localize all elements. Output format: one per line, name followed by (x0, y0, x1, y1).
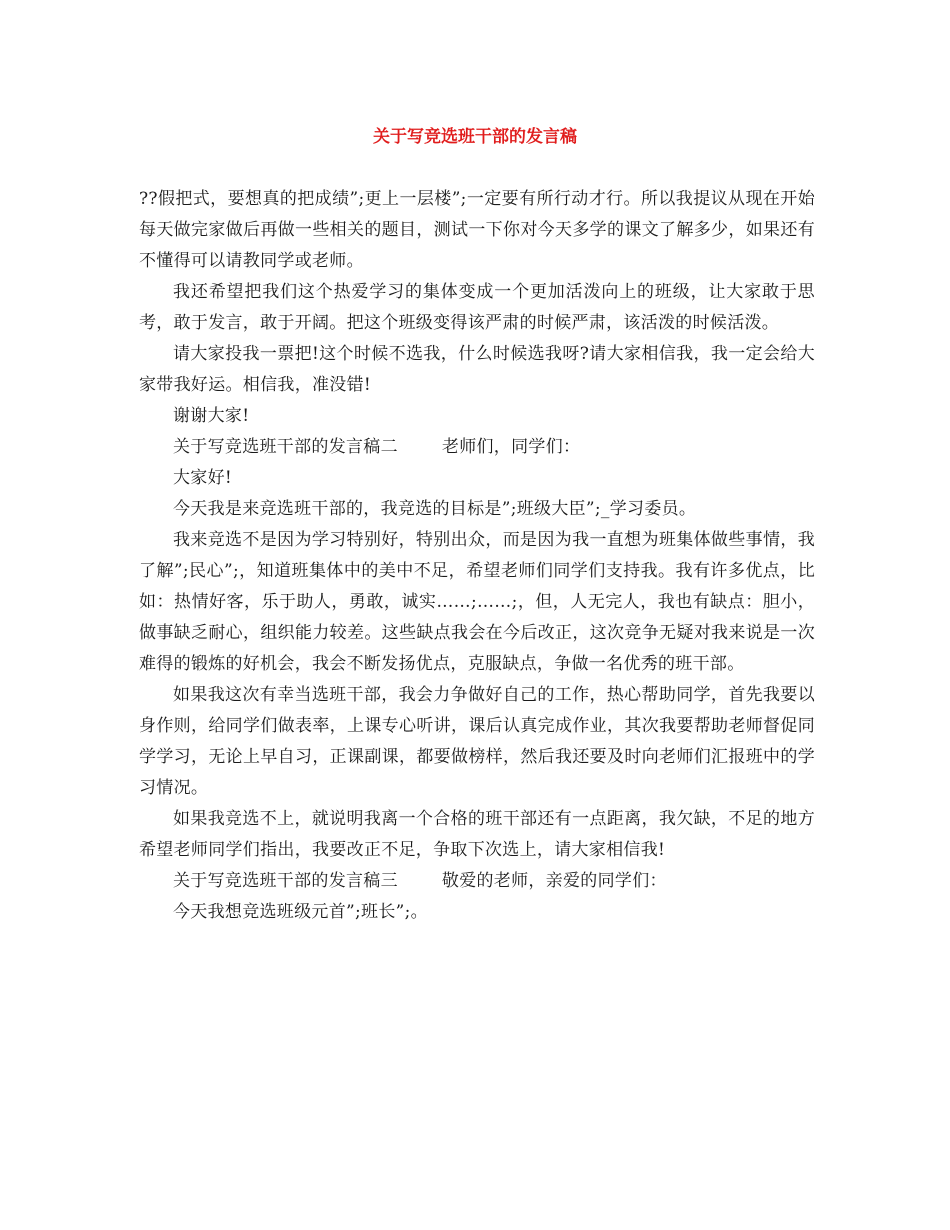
paragraph: ??假把式，要想真的把成绩”;更上一层楼”;一定要有所行动才行。所以我提议从现在开始每天做完家做后再做一些相关的题目，测试一下你对今天多学的课文了解多少，如果还有不懂得可以请教同学或老师。 (139, 189, 815, 271)
paragraph: 谢谢大家! (173, 406, 250, 426)
paragraph: 我还希望把我们这个热爱学习的集体变成一个更加活泼向上的班级，让大家敢于思考，敢于发言，敢于开阔。把这个班级变得该严肃的时候严肃，该活泼的时候活泼。 (139, 282, 815, 333)
paragraph: 今天我是来竞选班干部的，我竞选的目标是”;班级大臣”;_学习委员。 (173, 499, 697, 519)
paragraph: 我来竞选不是因为学习特别好，特别出众，而是因为我一直想为班集体做些事情，我了解”;民心”;，知道班集体中的美中不足，希望老师们同学们支持我。我有许多优点，比如：热情好客，乐于助人，勇敢，诚实……;……;，但，人无完人，我也有缺点：胆小，做事缺乏耐心，组织能力较差。这些缺点我会在今后改正，这次竞争无疑对我来说是一次难得的锻炼的好机会，我会不断发扬优点，克服缺点，争做一名优秀的班干部。 (139, 530, 815, 674)
paragraph: 大家好! (173, 468, 233, 488)
section-three-heading: 关于写竞选班干部的发言稿三 (173, 871, 398, 891)
section-two-greeting: 老师们，同学们： (441, 437, 581, 457)
paragraph: 请大家投我一票把!这个时候不选我，什么时候选我呀?请大家相信我，我一定会给大家带我好运。相信我，准没错! (139, 344, 815, 395)
document-body (139, 184, 815, 928)
section-two-line (139, 432, 815, 463)
section-two-heading: 关于写竞选班干部的发言稿二 (173, 437, 398, 457)
paragraph: 今天我想竞选班级元首”;班长”;。 (173, 902, 428, 922)
document-title: 关于写竞选班干部的发言稿 (373, 127, 577, 147)
section-three-line (139, 866, 815, 897)
paragraph: 如果我这次有幸当选班干部，我会力争做好自己的工作，热心帮助同学，首先我要以身作则，给同学们做表率，上课专心听讲，课后认真完成作业，其次我要帮助老师督促同学学习，无论上早自习，正课副课，都要做榜样，然后我还要及时向老师们汇报班中的学习情况。 (139, 685, 815, 798)
paragraph: 如果我竞选不上，就说明我离一个合格的班干部还有一点距离，我欠缺，不足的地方希望老师同学们指出，我要改正不足，争取下次选上，请大家相信我! (139, 809, 815, 860)
section-three-greeting: 敬爱的老师，亲爱的同学们： (441, 871, 667, 891)
